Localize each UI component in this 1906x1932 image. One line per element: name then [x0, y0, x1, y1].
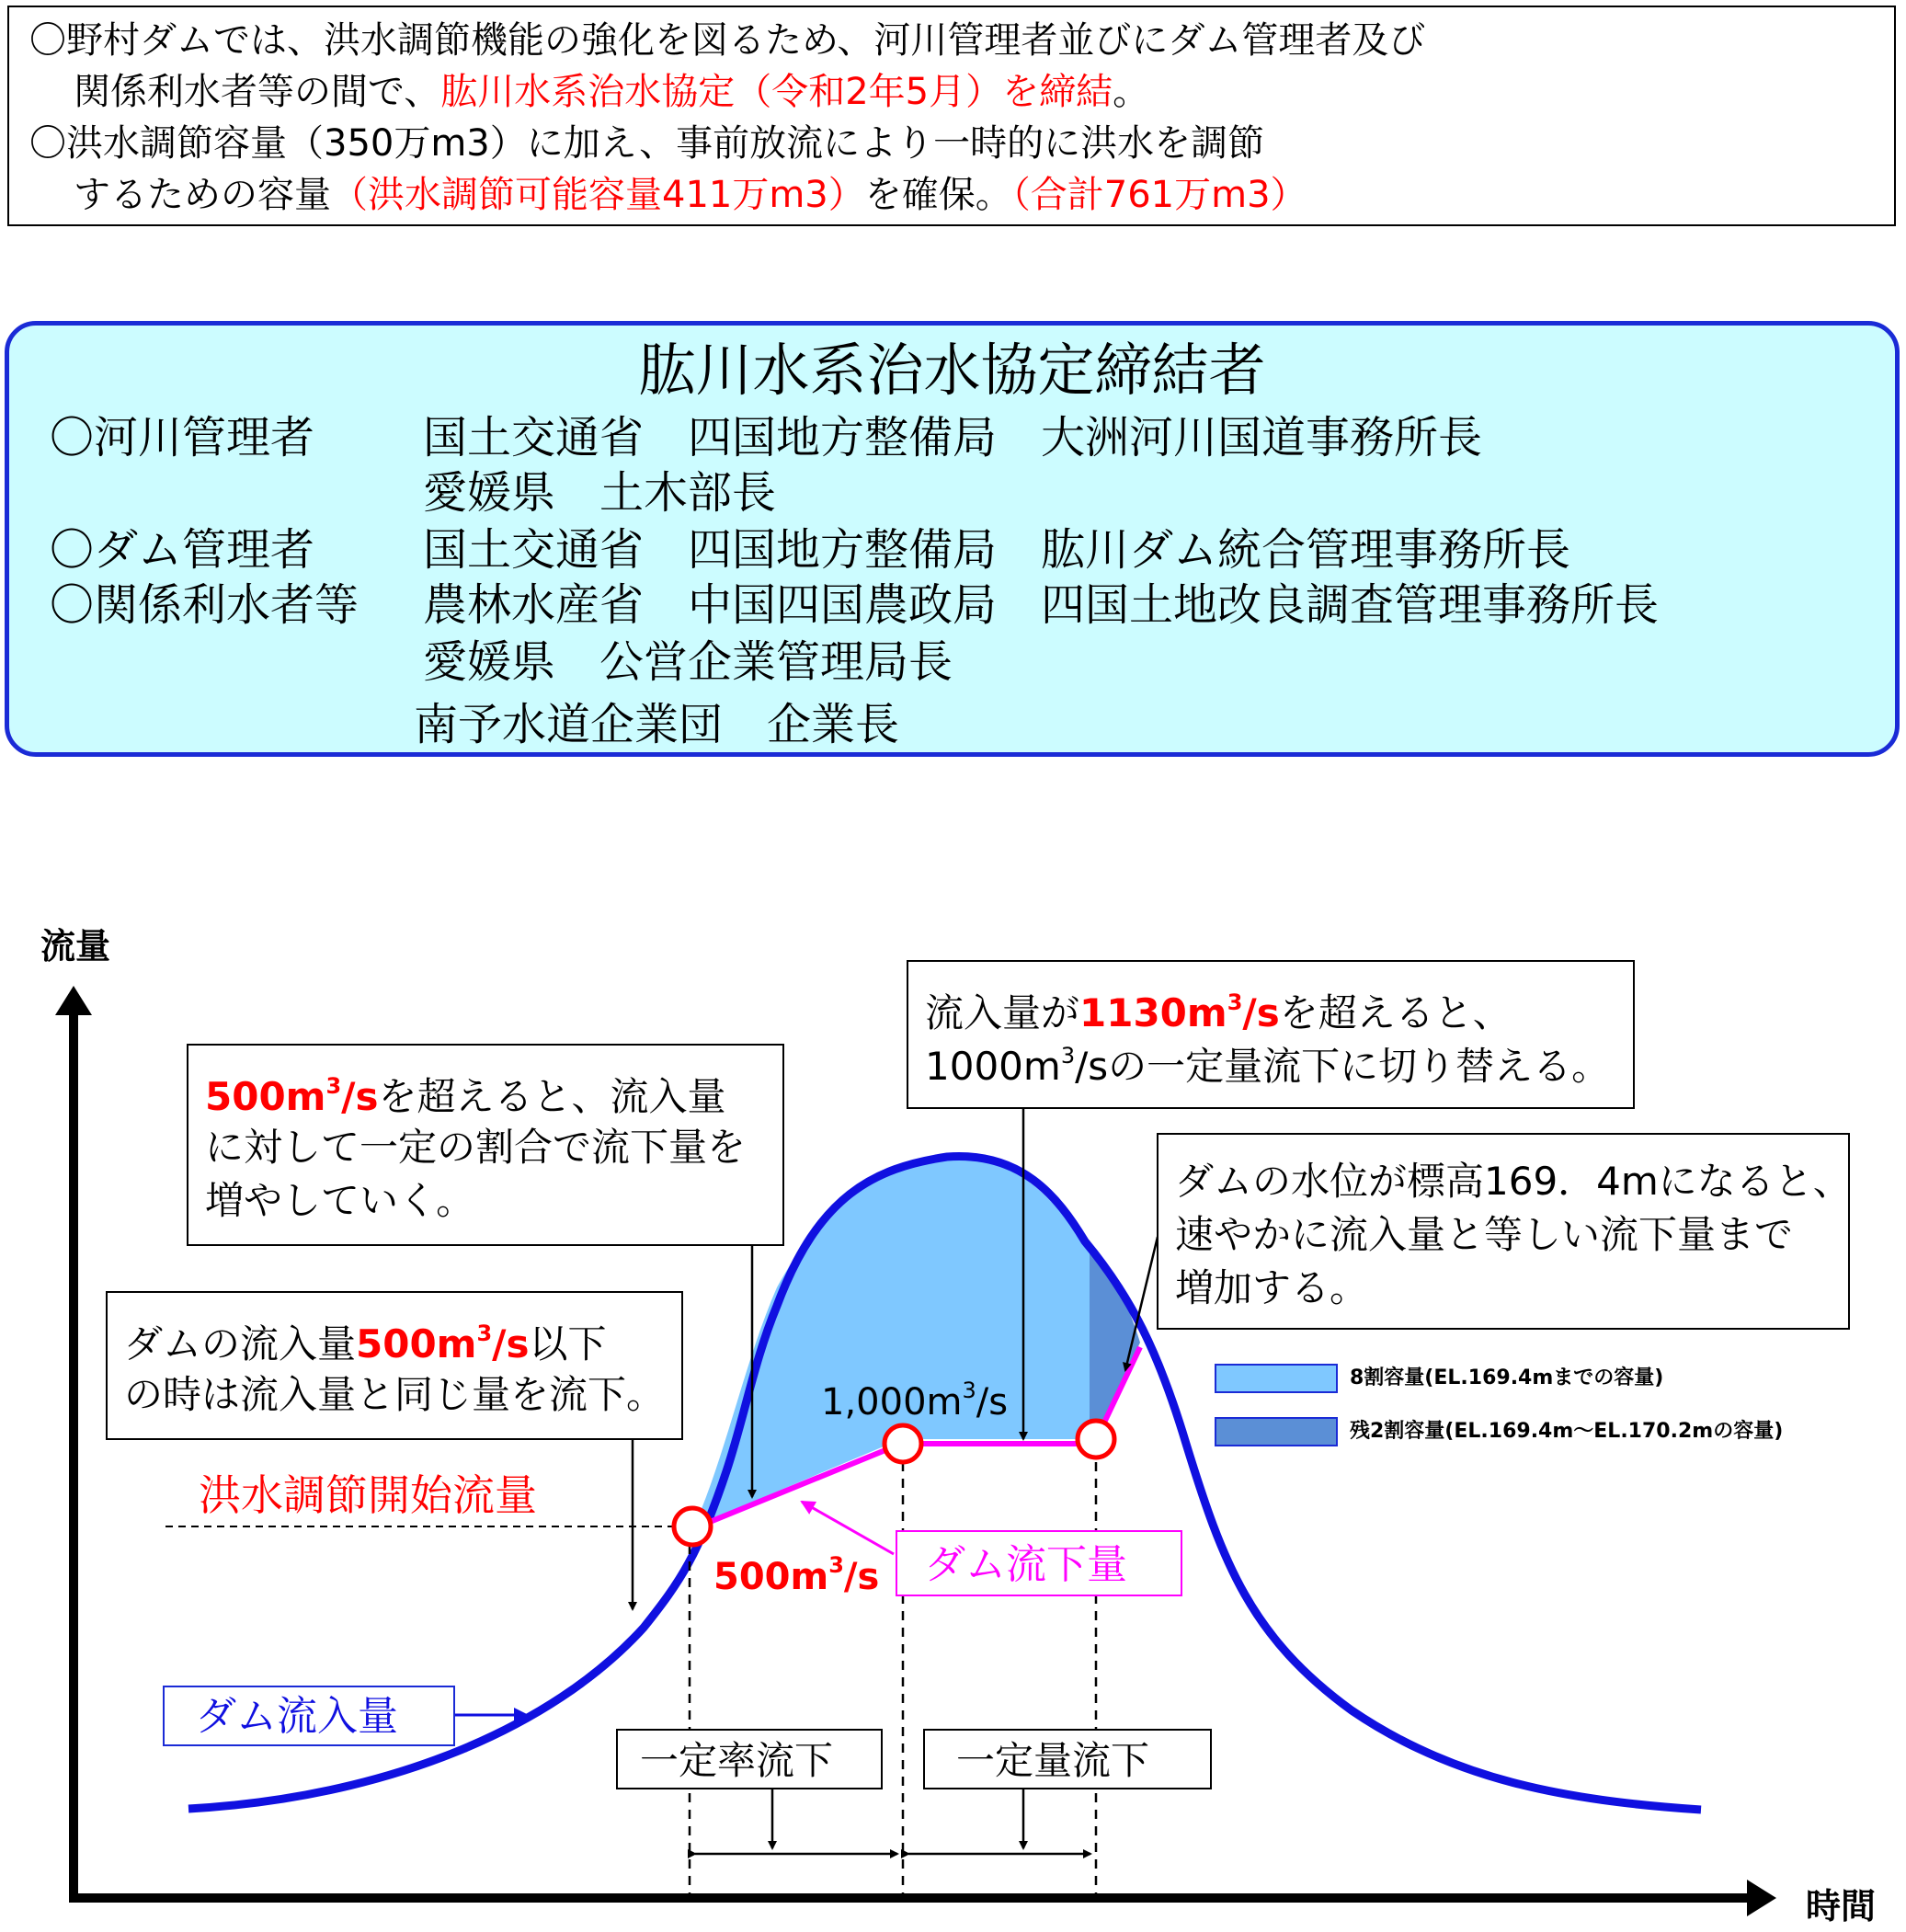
inflow-label-box: [163, 1686, 455, 1746]
intro-agreement-highlight: 肱川水系治水協定（令和2年5月）を締結: [440, 71, 1113, 113]
note-500-value-sup: 3: [325, 1073, 342, 1099]
river-manager-entry-1: 国土交通省 四国地方整備局 大洲河川国道事務所長: [423, 412, 1483, 463]
note-1130-line-2-sup: 3: [1060, 1043, 1076, 1069]
note-500-line-2: に対して一定の割合で流下量を: [205, 1125, 747, 1170]
dam-manager-label: 〇ダム管理者: [50, 524, 315, 576]
note-below-value-sup: 3: [476, 1320, 493, 1346]
note-below-value-unit: /s: [492, 1321, 530, 1366]
label-500-value: 500m: [713, 1556, 829, 1598]
label-1000-value: 1,000m: [821, 1381, 963, 1423]
note-water-level-box: [1157, 1133, 1850, 1330]
note-water-level-line-2: 速やかに流入量と等しい流下量まで: [1175, 1212, 1794, 1257]
parties-title: 肱川水系治水協定締結者: [638, 337, 1266, 404]
note-below-post: 以下: [529, 1321, 607, 1366]
constant-rate-label: 一定率流下: [640, 1738, 834, 1783]
note-1130-value: 1130m: [1079, 990, 1227, 1035]
constant-rate-box: [616, 1729, 883, 1789]
note-500-value-unit: /s: [341, 1074, 379, 1119]
x-axis-arrowhead: [1747, 1880, 1776, 1916]
note-below-line-1: [124, 1322, 607, 1364]
note-1130-line-2: [925, 1043, 1611, 1089]
x-axis-label: 時間: [1806, 1886, 1877, 1926]
flood-control-start-label: 洪水調節開始流量: [199, 1470, 537, 1520]
note-below-pre: ダムの流入量: [124, 1321, 357, 1366]
note-below-box: [106, 1291, 683, 1440]
intro-capacity-highlight: （洪水調節可能容量411万m3）: [331, 174, 865, 216]
note-500-rest: を超えると、流入量: [378, 1074, 726, 1119]
y-axis-arrowhead: [55, 986, 92, 1015]
label-1000: [821, 1379, 1008, 1421]
constant-amount-label: 一定量流下: [956, 1738, 1150, 1783]
intro-line-4-mid: を確保。: [864, 174, 1012, 216]
note-1130-value-unit: /s: [1242, 990, 1280, 1035]
legend-80-label: 8割容量(EL.169.4mまでの容量): [1350, 1366, 1664, 1389]
intro-line-3: 〇洪水調節容量（350万m3）に加え、事前放流により一時的に洪水を調節: [29, 122, 1265, 165]
legend-20-label: 残2割容量(EL.169.4m～EL.170.2mの容量): [1350, 1420, 1784, 1443]
label-1000-unit: /s: [976, 1381, 1009, 1423]
outflow-label: ダム流下量: [925, 1541, 1127, 1588]
note-500-box: [187, 1044, 784, 1246]
point-1000-end: [1078, 1421, 1114, 1458]
river-manager-label: 〇河川管理者: [50, 412, 315, 463]
water-users-label: 〇関係利水者等: [50, 579, 360, 631]
note-500-value: 500m: [205, 1074, 326, 1119]
note-water-level-line-1: ダムの水位が標高169．4mになると、: [1175, 1159, 1852, 1204]
note-500-line-1: [205, 1073, 726, 1119]
dam-manager-entry-1: 国土交通省 四国地方整備局 肱川ダム統合管理事務所長: [423, 524, 1571, 576]
note-1130-pre: 流入量が: [925, 990, 1080, 1035]
label-500-sup: 3: [828, 1552, 844, 1578]
label-500-unit: /s: [843, 1556, 880, 1598]
note-1130-post: を超えると、: [1279, 990, 1512, 1035]
intro-line-2-pre: 関係利水者等の間で、: [74, 71, 441, 113]
note-1130-line-2-pre: 1000m: [925, 1044, 1061, 1089]
intro-line-1: 〇野村ダムでは、洪水調節機能の強化を図るため、河川管理者並びにダム管理者及び: [29, 19, 1426, 62]
legend-80-swatch: [1216, 1365, 1337, 1392]
note-1130-value-sup: 3: [1227, 989, 1243, 1015]
point-1000-start: [885, 1425, 921, 1462]
outflow-label-box: [896, 1530, 1182, 1596]
water-users-entry-3: 南予水道企業団 企業長: [414, 699, 900, 750]
river-manager-entry-2: 愛媛県 土木部長: [423, 467, 777, 519]
note-below-line-2: の時は流入量と同じ量を流下。: [124, 1372, 666, 1417]
intro-line-4-pre: するための容量: [74, 174, 331, 216]
y-axis-label: 流量: [40, 926, 111, 966]
water-users-entry-1: 農林水産省 中国四国農政局 四国土地改良調査管理事務所長: [423, 579, 1660, 631]
legend-20-swatch: [1216, 1418, 1337, 1446]
intro-line-2-post: 。: [1113, 71, 1150, 113]
point-500: [674, 1508, 711, 1545]
water-users-entry-2: 愛媛県 公営企業管理局長: [423, 636, 953, 688]
intro-total-highlight: （合計761万m3）: [1011, 174, 1307, 216]
label-1000-sup: 3: [962, 1378, 976, 1403]
outflow-label-arrow: [802, 1502, 894, 1554]
note-1130-box: [907, 960, 1635, 1109]
note-500-line-3: 増やしていく。: [205, 1178, 475, 1223]
note-water-level-line-3: 増加する。: [1175, 1265, 1369, 1310]
note-below-value: 500m: [356, 1321, 477, 1366]
label-500: [713, 1552, 880, 1598]
constant-amount-box: [923, 1729, 1212, 1789]
note-1130-line-1: [925, 991, 1512, 1033]
note-1130-line-2-post: /sの一定量流下に切り替える。: [1075, 1044, 1611, 1089]
inflow-label: ダム流入量: [196, 1693, 398, 1740]
